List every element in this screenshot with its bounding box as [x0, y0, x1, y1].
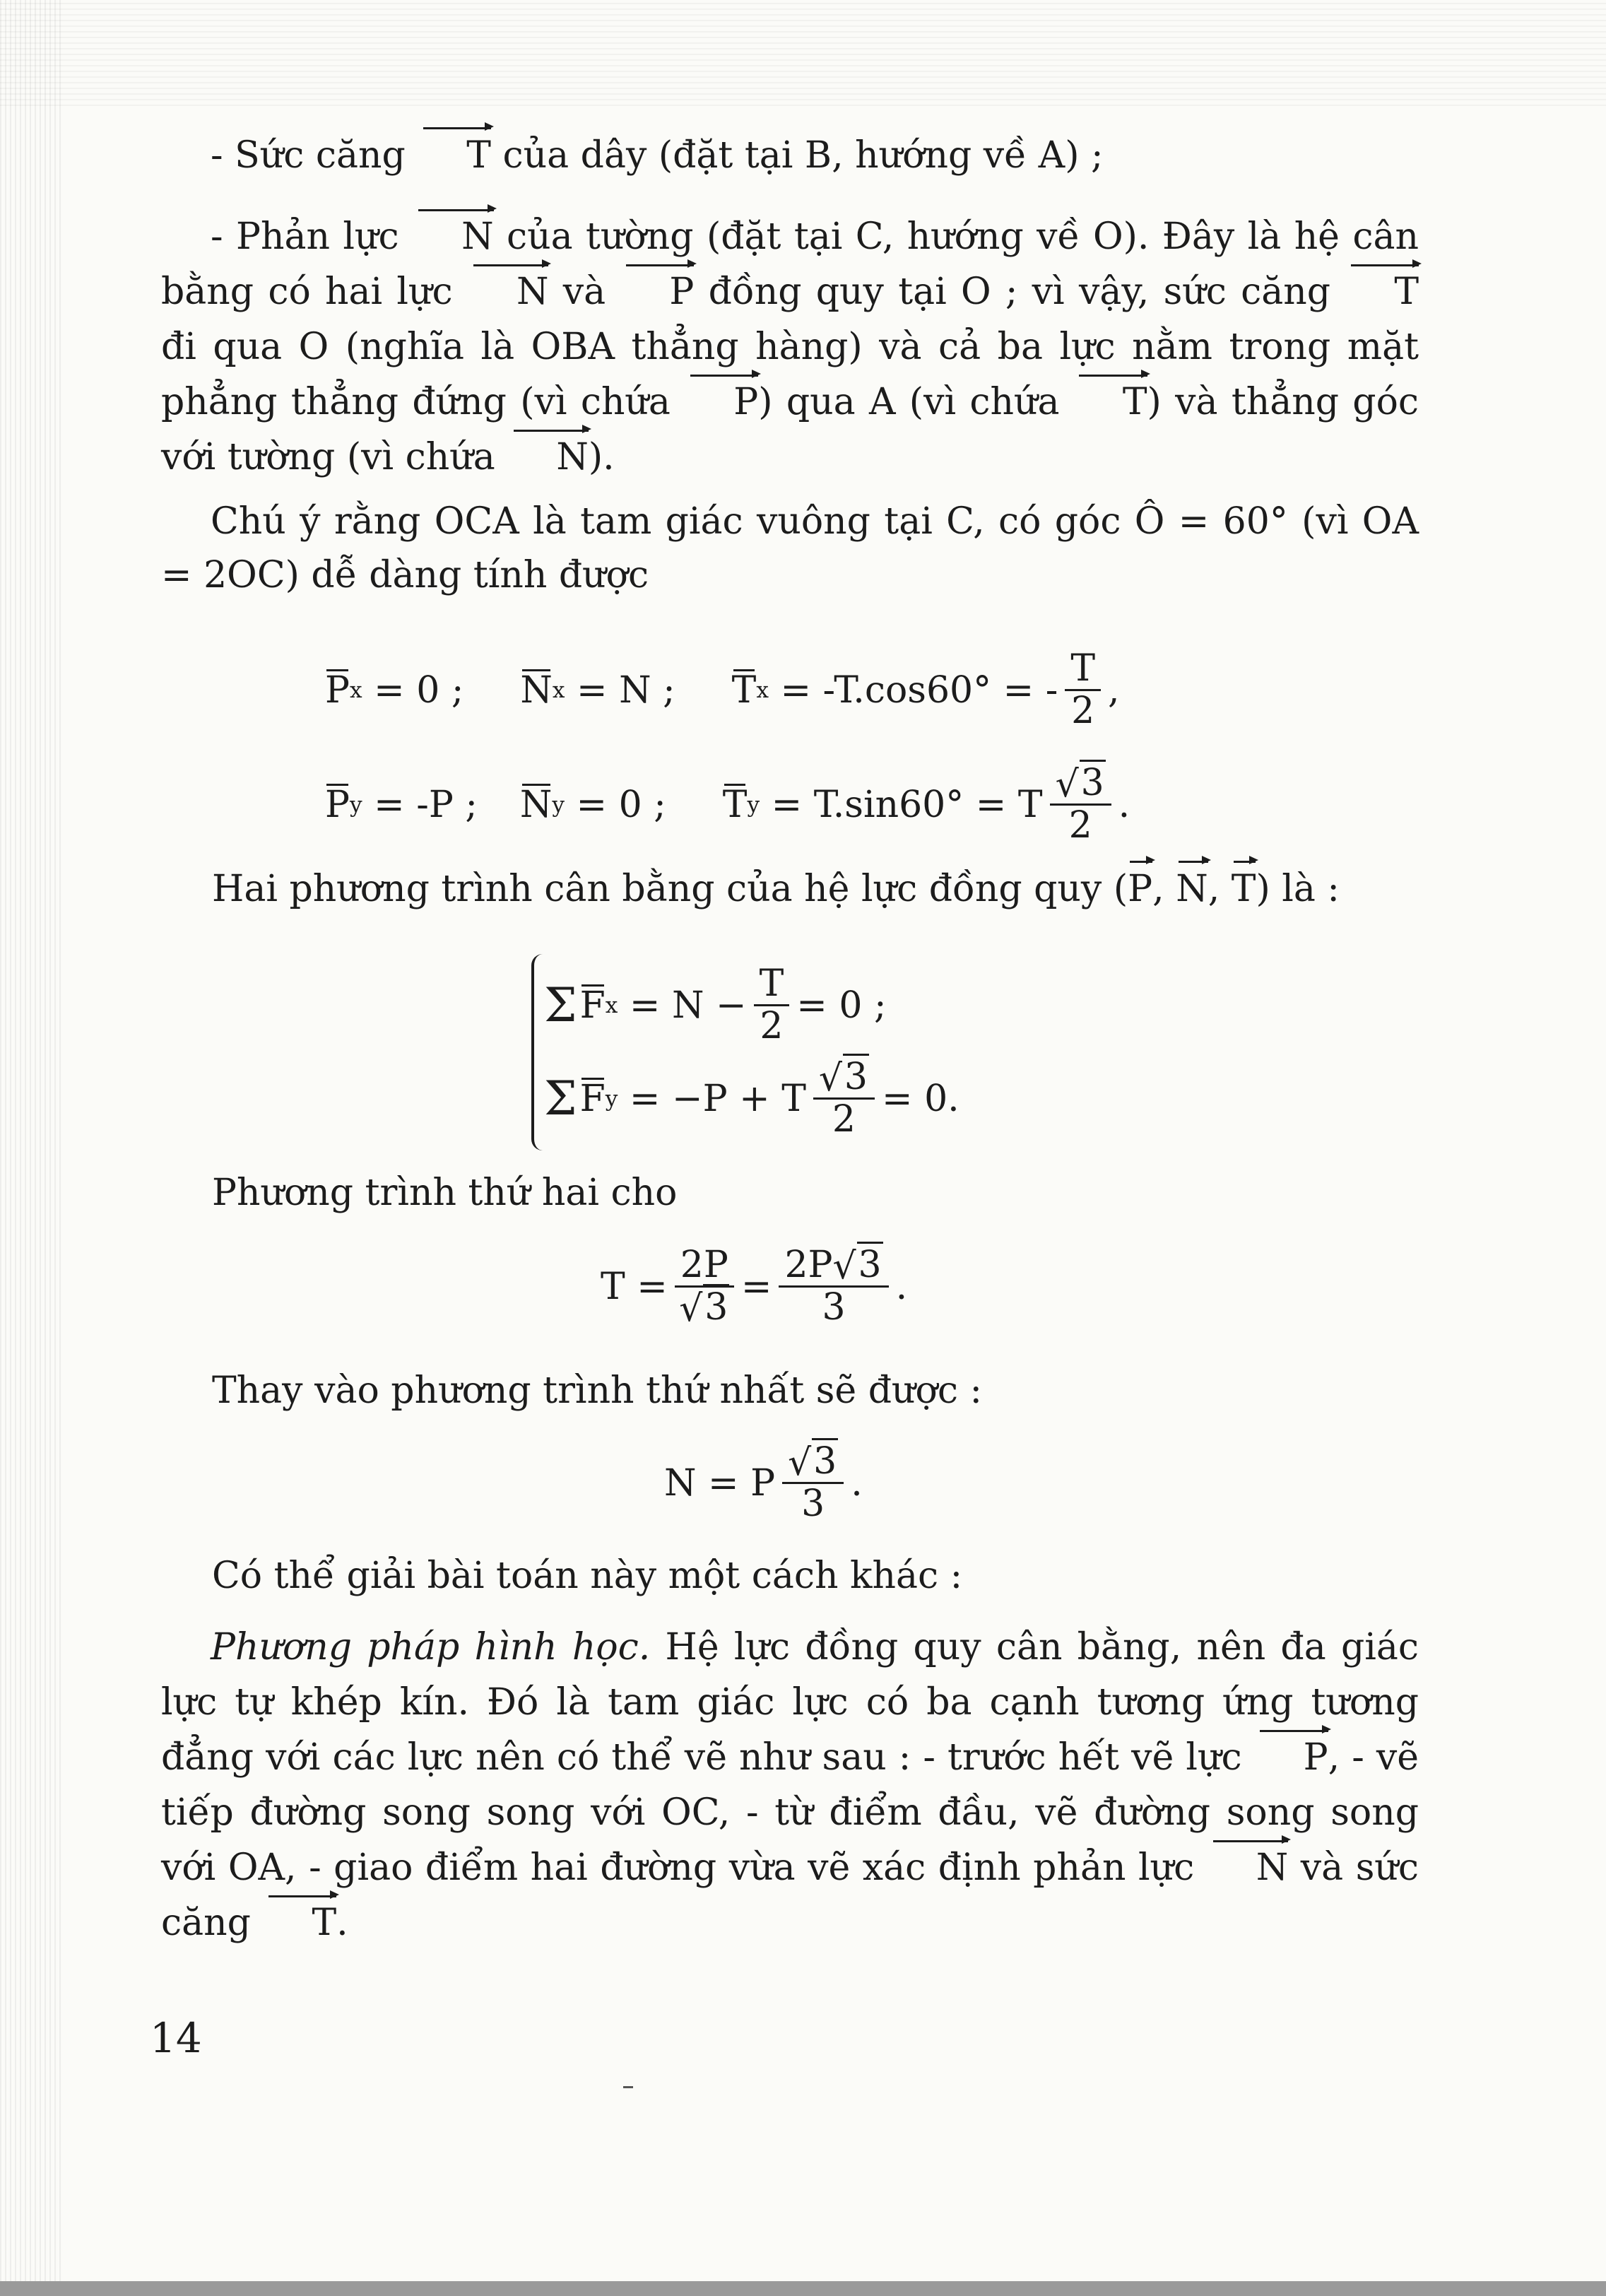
- vector-T: T: [417, 127, 491, 184]
- scan-speckle-left: [0, 0, 64, 2296]
- page-number: 14: [150, 2014, 202, 2062]
- scan-mark: [623, 2086, 633, 2088]
- scan-bottom-edge: [0, 2281, 1606, 2296]
- paragraph-equilibrium-intro: Hai phương trình cân bằng của hệ lực đồng quy (P, N, T) là :: [212, 861, 1413, 917]
- paragraph-triangle-note: Chú ý rằng OCA là tam giác vuông tại C, có góc Ô = 60° (vì OA = 2OC) dễ dàng tính được: [161, 500, 1419, 596]
- equation-row-x: P x = 0 ; N x = N ; T x = -T.cos60° = - $\frac{T}{2}$ ,: [325, 647, 1120, 733]
- equation-sum-fx: Σ F x = N − $\frac{T}{2}$ = 0 ;: [544, 962, 887, 1048]
- equation-N-result: N = P √ $\frac{3}{3}$ .: [664, 1442, 863, 1524]
- equation-T-result: T = 2P √ 3 = $\frac{2P√ 3}{3}$ .: [601, 1245, 907, 1328]
- equation-row-y: P y = -P ; N y = 0 ; T y = T.sin60° = T √ $\frac{3}{2}$ .: [325, 763, 1130, 846]
- paragraph-second-equation: Phương trình thứ hai cho: [212, 1172, 678, 1214]
- equation-sum-fy: Σ F y = −P + T √ $\frac{3}{2}$ = 0.: [544, 1057, 960, 1140]
- paragraph-reaction: - Phản lực N của tường (đặt tại C, hướng về O). Đây là hệ cân bằng có hai lực N và P đồng quy tại O ; vì vậy, sức căng T đi qua O (nghĩa là OBA thẳng hàng) và cả ba lực nằm trong mặt phẳng thẳng đứng (vì chứa P) qua A (vì chứa T) và thẳng góc với tường (vì chứa N).: [161, 209, 1419, 485]
- paragraph-tension: - Sức căng T của dây (đặt tại B, hướng về A) ;: [161, 127, 1419, 184]
- paragraph-substitute: Thay vào phương trình thứ nhất sẽ được :: [212, 1370, 982, 1412]
- paragraph-alternative: Có thể giải bài toán này một cách khác :: [212, 1555, 963, 1597]
- paragraph-geometric-method: Phương pháp hình học. Hệ lực đồng quy cân bằng, nên đa giác lực tự khép kín. Đó là tam giác lực có ba cạnh tương ứng tương đẳng với các lực nên có thể vẽ như sau : - trước hết vẽ lực P, - vẽ tiếp đường song song với OC, - từ điểm đầu, vẽ đường song song với OA, - giao điểm hai đường vừa vẽ xác định phản lực N và sức căng T.: [161, 1620, 1419, 1950]
- method-heading: Phương pháp hình học.: [211, 1626, 651, 1668]
- scan-speckle-top: [0, 0, 1606, 106]
